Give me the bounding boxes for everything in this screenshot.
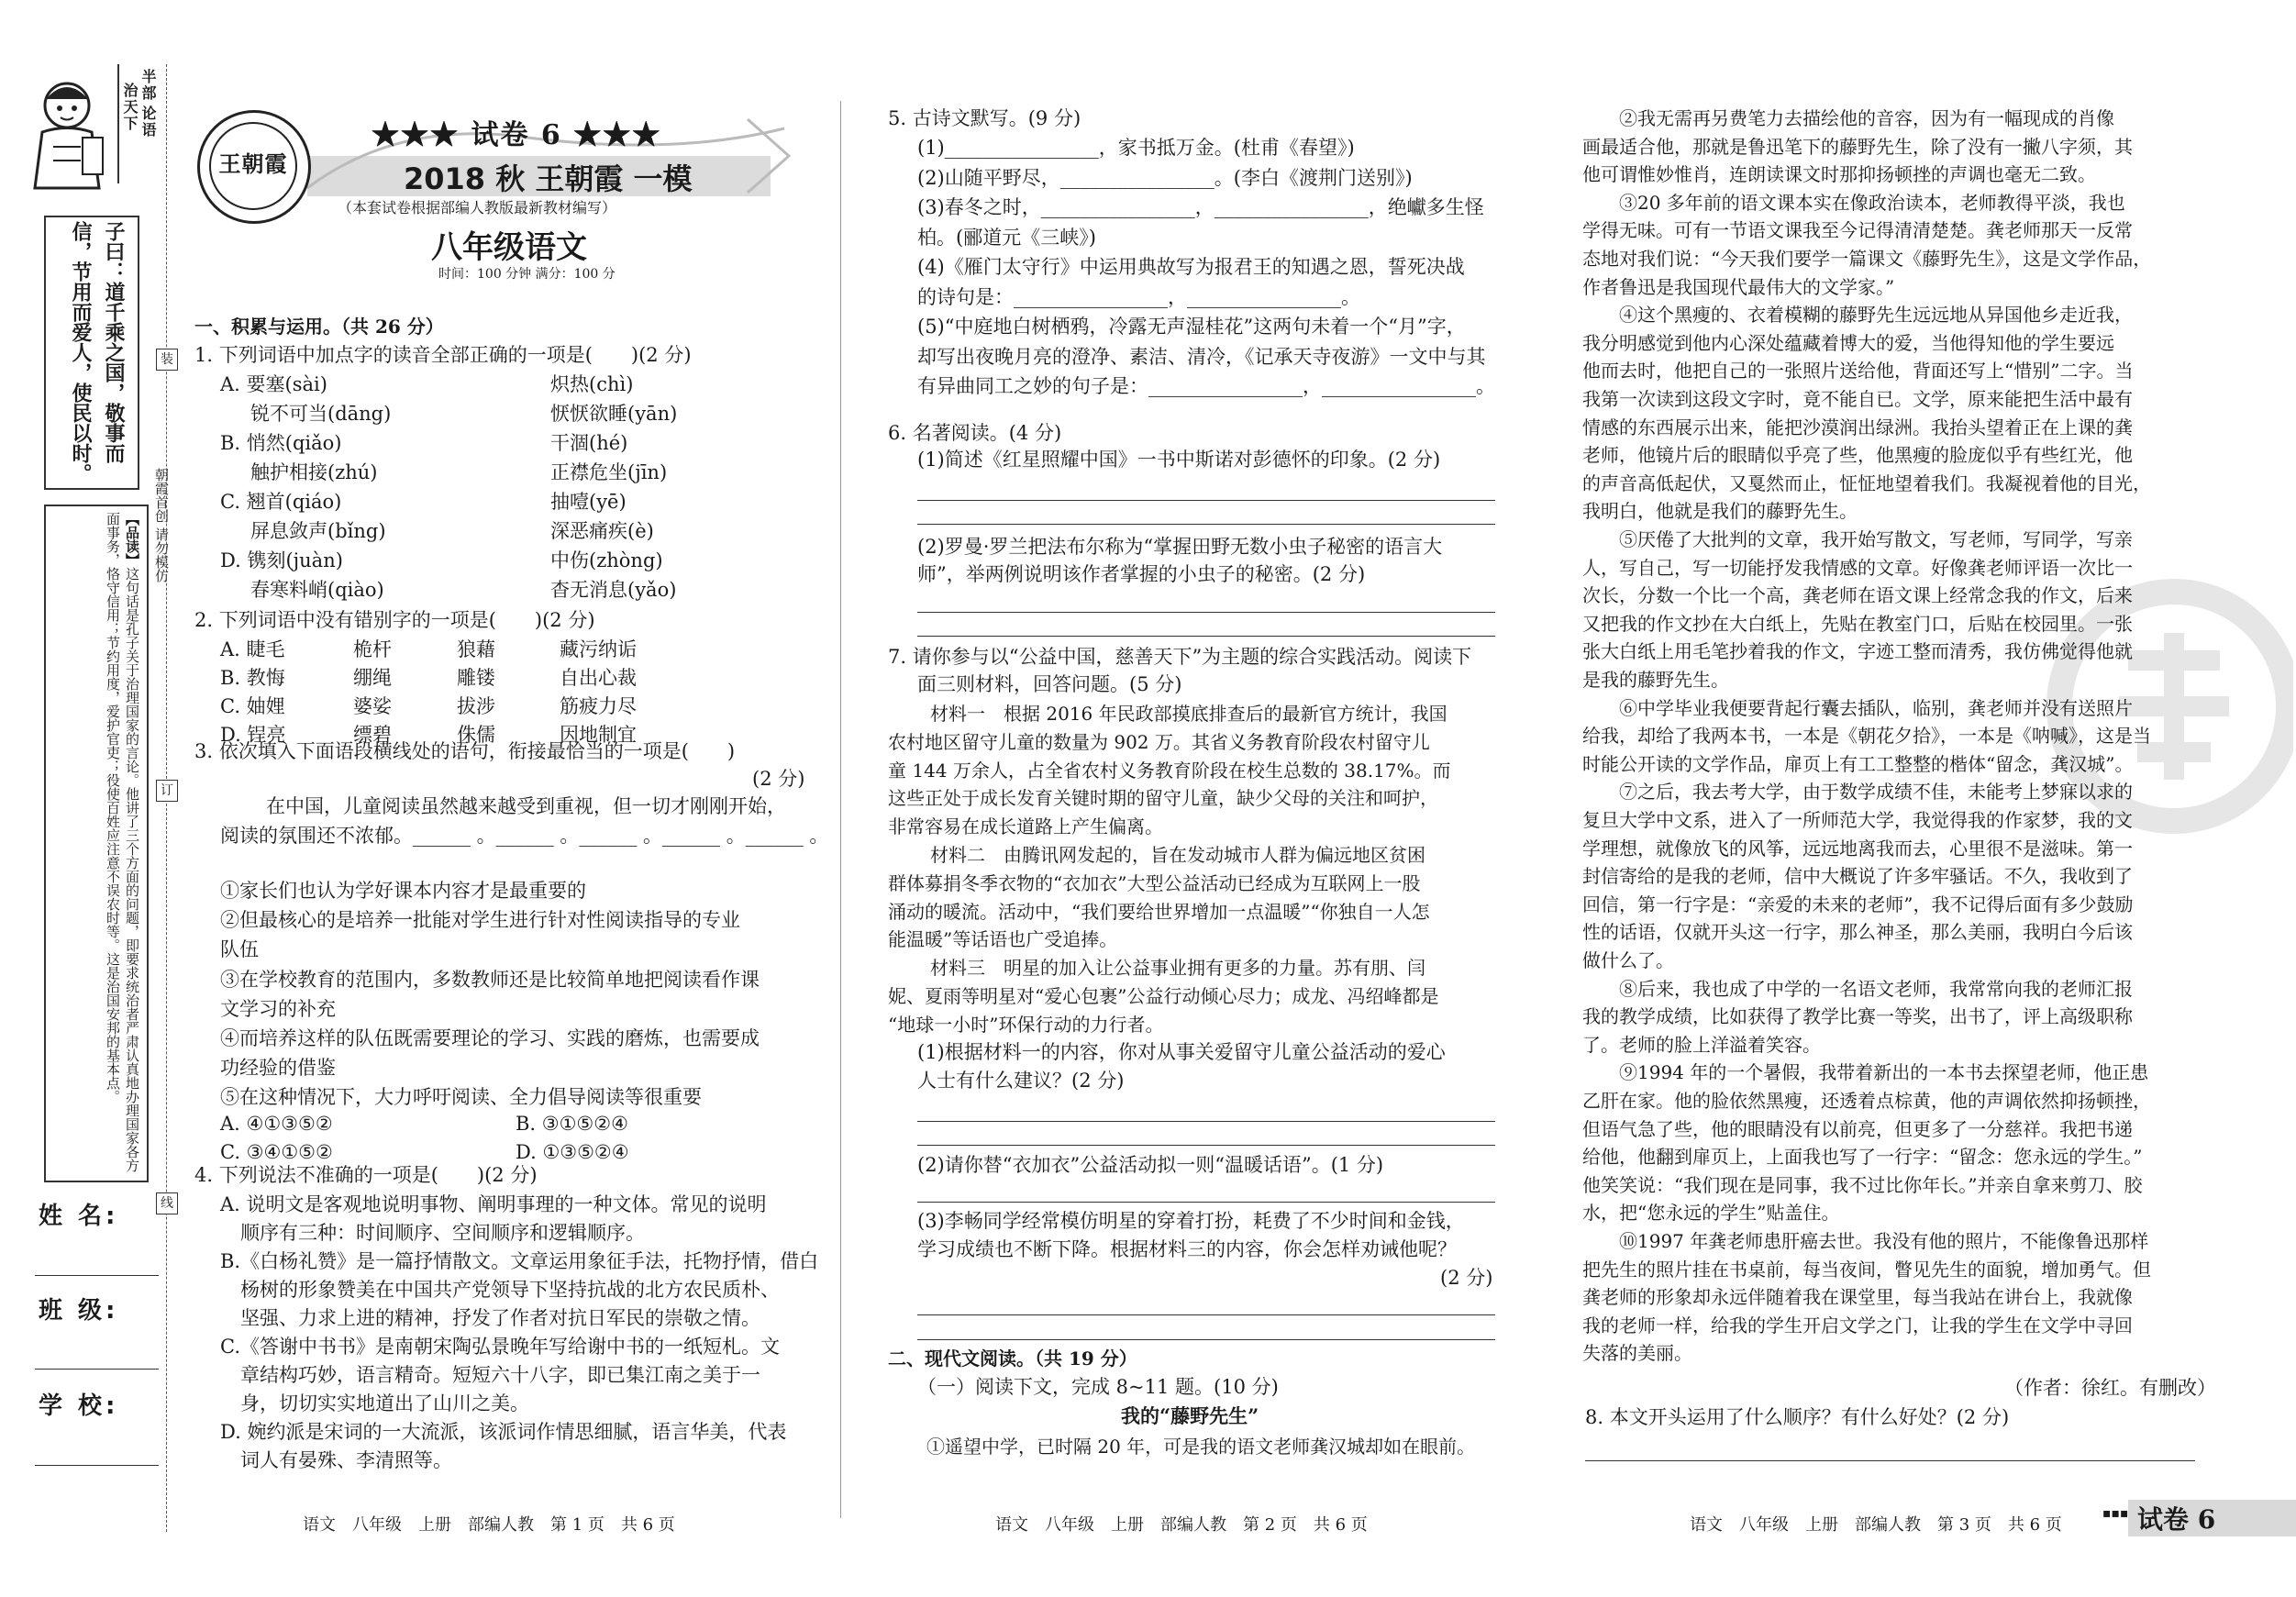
q6-part2: (2)罗曼·罗兰把法布尔称为“掌握田野无数小虫子秘密的语言大 [917,536,1443,558]
passage-line: 情感的东西展示出来，能把沙漠润出绿洲。我抬头望着正在上课的龚 [1582,416,2133,438]
class-field[interactable] [35,1369,159,1370]
q6-part2: 师”，举两例说明该作者掌握的小虫子的秘密。(2 分) [917,563,1366,585]
q1-option: 炽热(chì) [550,373,634,395]
q5-line: (1)________________，家书抵万金。(杜甫《春望》) [917,137,1355,159]
passage-line: 给我，却给了我两本书，一本是《朝花夕拾》，一本是《呐喊》，这是当 [1582,725,2151,748]
paper-tag: 试卷 6 [2137,1504,2216,1535]
q4-option: 坚强、力求上进的精神，抒发了作者对抗日军民的崇敬之情。 [240,1307,760,1329]
exam-title: 2018 秋 王朝霞 一模 [404,161,693,196]
school-field[interactable] [35,1465,159,1466]
quote-box [44,216,139,490]
question-score: (2 分) [1440,1267,1493,1289]
banner-word: 半部 [139,69,157,102]
q2-option: 因地制宜 [560,724,637,746]
passage-line: ⑤厌倦了大批判的文章，我开始写散文，写老师，写同学，写亲 [1619,528,2133,550]
material-line: 材料一 根据 2016 年民政部摸底排查后的最新官方统计，我国 [930,703,1447,725]
passage-line: ③20 多年前的语文课本实在像政治读本，老师教得平淡，我也 [1619,191,2125,214]
binding-seal: 线 [156,1192,178,1214]
q3-option: C. ③④①⑤② [220,1141,333,1163]
passage-line: 我分明感觉到他内心深处蕴藏着博大的爱，当他得知他的学生要远 [1582,331,2114,354]
answer-line[interactable] [917,1202,1495,1203]
q1-option: 抽噎(yē) [550,491,627,513]
grade-title: 八年级语文 [431,229,587,266]
answer-line[interactable] [917,612,1495,613]
material-line: 童 144 万余人，占全省农村义务教育阶段在校生总数的 38.17%。而 [888,759,1451,782]
margin-banner [26,64,163,202]
material-line: 材料二 由腾讯网发起的，旨在发动城市人群为偏远地区贫困 [930,844,1425,866]
question-stem: 1. 下列词语中加点字的读音全部正确的一项是( )(2 分) [194,344,692,366]
answer-line[interactable] [917,1339,1495,1340]
q5-line: (4)《雁门太守行》中运用典故写为报君王的知遇之恩，誓死决战 [917,256,1465,278]
q2-option: 绷绳 [353,667,392,689]
q1-option: A. 要塞(sài) [220,373,327,395]
q3-item: ②但最核心的是培养一批能对学生进行针对性阅读指导的专业 [220,909,740,932]
q1-option: 恹恹欲睡(yān) [550,403,678,425]
q1-option: 春寒料峭(qiào) [250,579,384,601]
passage-line: 次长，分数一个比一个高，龚老师在语文课上经常念我的作文，后来 [1582,584,2133,607]
q3-option: D. ①③⑤②④ [516,1141,629,1163]
q7-part3: (3)李畅同学经常模仿明星的穿着打扮，耗费了不少时间和金钱， [917,1210,1465,1232]
q5-line: 有异曲同工之妙的句子是：________________，________________。 [917,375,1495,397]
page-footer: 语文 八年级 上册 部编人教 第 3 页 共 6 页 [1690,1515,2062,1535]
q7-part2: (2)请你替“衣加衣”公益活动拟一则“温暖话语”。(1 分) [917,1154,1384,1176]
answer-line[interactable] [917,1145,1495,1146]
q4-option: C.《答谢中书书》是南朝宋陶弘景晚年写给谢中书的一纸短札。文 [220,1336,780,1358]
q3-item: ⑤在这种情况下，大力呼吁阅读、全力倡导阅读等很重要 [220,1086,702,1109]
q4-option: B.《白杨礼赞》是一篇抒情散文。文章运用象征手法，托物抒情，借白 [220,1250,819,1272]
time-score-line: 时间：100 分钟 满分：100 分 [438,267,616,282]
banner-word: 论语 [139,105,157,139]
passage-line: 复旦大学中文系，进入了一所师范大学，我觉得我的作家梦，我的文 [1582,809,2133,831]
q2-option: 缥碧 [353,724,392,746]
q5-line: 的诗句是：________________，________________。 [917,285,1360,308]
passage-line: 我的老师一样，给我的学生开启文学之门，让我的学生在文学中寻回 [1582,1314,2133,1336]
q5-line: 却写出夜晚月亮的澄净、素洁、清冷，《记承天寺夜游》一文中与其 [917,345,1486,368]
banner-word: 治天下 [121,83,139,132]
q2-option: 雕镂 [457,667,495,689]
passage-line: 把先生的照片挂在书桌前，每当夜间，瞥见先生的面貌，增加勇气。但 [1582,1258,2151,1281]
q2-option: 藏污纳诟 [560,638,637,660]
question-stem: 5. 古诗文默写。(9 分) [888,107,1081,129]
q4-option: 身，切切实实地道出了山川之美。 [240,1392,529,1414]
page-footer: 语文 八年级 上册 部编人教 第 1 页 共 6 页 [303,1515,675,1535]
exam-subtitle: （本套试卷根据部编人教版最新教材编写） [338,199,617,216]
question-stem: 7. 请你参与以“公益中国，慈善天下”为主题的综合实践活动。阅读下 [888,646,1472,668]
passage-line: 他笑笑说：“我们现在是同事，我不过比你年长。”并亲自拿来剪刀、胶 [1582,1173,2143,1196]
cartoon-figure-icon [26,73,113,197]
q2-option: 婆娑 [353,695,392,717]
q1-option: 锐不可当(dāng) [250,403,392,425]
passage-line: ⑩1997 年龚老师患肝癌去世。我没有他的照片，不能像鲁迅那样 [1619,1230,2149,1252]
section-heading: 二、现代文阅读。（共 19 分） [888,1347,1137,1370]
section-heading: 一、积累与运用。（共 26 分） [194,316,444,338]
logo-text: 王朝霞 [218,150,288,177]
binding-seal: 装 [156,349,178,371]
passage-line: 作者鲁迅是我国现代最伟大的文学家。” [1582,275,1895,298]
q2-option: 狼藉 [457,638,495,660]
passage-line: ⑦之后，我去考大学，由于数学成绩不佳，未能考上梦寐以求的 [1619,781,2133,804]
q3-item: 队伍 [220,938,259,961]
passage-line: 给他，他翻到扉页上，上面我也写了一行字：“留念：您永远的学生。” [1582,1146,2143,1169]
q3-option: B. ③①⑤②④ [516,1113,628,1135]
q2-option: 拔涉 [457,695,495,717]
question-score: (2 分) [752,768,805,790]
question-stem: 8. 本文开头运用了什么顺序？有什么好处？(2 分) [1585,1406,2010,1428]
passage-line: 学得无味。可有一节语文课我至今记得清清楚楚。龚老师那天一反常 [1582,219,2133,242]
q3-item: ④而培养这样的队伍既需要理论的学习、实践的磨炼，也需要成 [220,1027,760,1049]
passage-line: 了。老师的脸上洋溢着笑容。 [1582,1033,1821,1056]
passage-line: 回信，第一行字是：“亲爱的未来的老师”，我不记得后面有多少鼓励 [1582,893,2134,915]
q2-option: 侏儒 [457,724,495,746]
passage-line: 学理想，就像放飞的风筝，远远地离我而去，心里很不是滋味。第一 [1582,837,2133,859]
passage-line: ④这个黑瘦的、衣着模糊的藤野先生远远地从异国他乡走近我， [1619,304,2133,327]
q1-option: C. 翘首(qiáo) [220,491,342,513]
q5-line: (5)“中庭地白树栖鸦，冷露无声湿桂花”这两句未着一个“月”字， [917,316,1466,338]
passage-line: 封信寄给的是我的老师，信中大概说了许多牢骚话。不久，我收到了 [1582,865,2133,888]
q3-item: ①家长们也认为学好课本内容才是最重要的 [220,880,586,902]
material-line: 农村地区留守儿童的数量为 902 万。其省义务教育阶段农村留守儿 [888,730,1430,753]
passage-line: 又把我的作文抄在大白纸上，先贴在教室门口，后贴在校园里。一张 [1582,612,2133,635]
material-line: 群体募捐冬季衣物的“衣加衣”大型公益活动已经成为互联网上一股 [888,871,1421,894]
material-line: “地球一小时”环保行动的力行者。 [888,1013,1164,1036]
q4-option: 顺序有三种：时间顺序、空间顺序和逻辑顺序。 [240,1222,645,1244]
passage-line: ②我无需再另费笔力去描绘他的音容，因为有一幅现成的肖像 [1619,107,2114,129]
q1-option: 屏息敛声(bǐng) [250,520,386,542]
class-label: 班 级: [39,1297,119,1325]
q2-option: B. 教悔 [220,667,285,689]
q4-option: 词人有晏殊、李清照等。 [240,1449,452,1471]
reading-paragraph: ①遥望中学，已时隔 20 年，可是我的语文老师龚汉城却如在眼前。 [926,1436,1476,1458]
q5-line: (2)山随平野尽，________________。(李白《渡荆门送别》) [917,166,1413,189]
passage-line: 做什么了。 [1582,949,1674,971]
logo [197,110,311,224]
dots-icon: ▪▪▪ [2102,1506,2129,1521]
school-label: 学 校: [39,1392,119,1420]
passage-line: 他可谓惟妙惟肖，连朗读课文时那抑扬顿挫的声调也毫无二致。 [1582,163,2096,186]
side-label: 朝霞首创 请勿模仿 [153,468,170,582]
q2-option: 桅杆 [353,638,392,660]
q2-option: D. 锃亮 [220,724,286,746]
answer-line[interactable] [917,500,1495,501]
passage-line: 我明白，他就是我们的藤野先生。 [1582,500,1858,523]
question-stem: 4. 下列说法不准确的一项是( )(2 分) [194,1164,538,1186]
q2-option: 自出心裁 [560,667,637,689]
q4-option: A. 说明文是客观地说明事物、阐明事理的一种文体。常见的说明 [220,1193,767,1215]
q1-option: 干涸(hé) [550,432,628,454]
passage-line: 龚老师的形象却永远伴随着我在课堂里，每当我站在讲台上，我就像 [1582,1286,2133,1309]
passage-line: 态地对我们说：“今天我们要学一篇课文《藤野先生》，这是文学作品， [1582,248,2152,270]
q1-option: B. 悄然(qiǎo) [220,432,342,454]
q4-option: 章结构巧妙，语言精奇。短短六十八字，即已集江南之美于一 [240,1364,760,1386]
q6-part1: (1)简述《红星照耀中国》一书中斯诺对彭德怀的印象。(2 分) [917,449,1441,471]
page-footer: 语文 八年级 上册 部编人教 第 2 页 共 6 页 [995,1515,1368,1535]
answer-line[interactable] [1585,1460,2195,1461]
reading-title: 我的“藤野先生” [1121,1404,1259,1427]
author-note: （作者：徐红。有删改） [2004,1377,2216,1399]
material-line: 这些正处于成长发育关键时期的留守儿童，缺少父母的关注和呵护， [888,787,1438,810]
question-stem: 面三则材料，回答问题。(5 分) [917,673,1182,695]
name-field[interactable] [35,1275,159,1276]
q2-option: C. 妯娌 [220,695,285,717]
analects-quote: 子曰：道千乘之国，敬事而信，节用而爱人，使民以时。 [69,221,126,483]
q1-option: 触护相接(zhú) [250,461,378,483]
passage-line: 失落的美丽。 [1582,1342,1692,1365]
passage-line: 我第一次读到这段文字时，竟不能自已。文学，原来能把生活中最有 [1582,388,2133,410]
q1-option: 杳无消息(yǎo) [550,579,677,601]
q7-part3: 学习成绩也不断下降。根据材料三的内容，你会怎样劝诫他呢？ [917,1238,1457,1260]
q2-option: A. 睫毛 [220,638,285,660]
q5-line: 柏。(郦道元《三峡》) [917,226,1096,249]
q1-option: 正襟危坐(jīn) [550,461,668,483]
material-line: 涌动的暖流。活动中，“我们要给世界增加一点温暖”“你独自一人怎 [888,900,1430,923]
passage-line: ⑨1994 年的一个暑假，我带着新出的一本书去探望老师，他正患 [1619,1061,2149,1084]
question-stem: 3. 依次填入下面语段横线处的语句，衔接最恰当的一项是( ) [194,740,736,762]
passage-line: ⑥中学毕业我便要背起行囊去插队，临别，龚老师并没有送照片 [1619,696,2133,719]
passage-line: 老师，他镜片后的眼睛似乎亮了些，他黑瘦的脸庞似乎有些红光，他 [1582,444,2133,467]
passage-line: 时能公开读的文学作品，扉页上有工工整整的楷体“留念，龚汉城”。 [1582,752,2134,775]
reading-intro: （一）阅读下文，完成 8~11 题。(10 分) [917,1376,1279,1398]
material-line: 非常容易在成长道路上产生偏离。 [888,815,1163,838]
passage-line: ⑧后来，我也成了中学的一名语文老师，我常常向我的老师汇报 [1619,977,2133,1000]
comment-body: 这句话是孔子关于治理国家的言论。他讲了三个方面的问题，即要求统治者严肃认真地办理国家各方面事务，恪守信用；节约用度，爱护官吏；役使百姓应注意不误农时等。这是治国安邦的基本点。 [105,512,140,1172]
comment-text [103,512,141,1172]
material-line: 妮、夏雨等明星对“爱心包裹”公益行动倾心尽力；成龙、冯绍峰都是 [888,985,1439,1007]
q3-option: A. ④①③⑤② [220,1113,333,1135]
passage-line: 他而去时，他把自己的一张照片送给他，背面还写上“惜别”二字。当 [1582,360,2134,383]
paper-number: ★★★ 试卷 6 ★★★ [372,119,662,151]
q7-part1: (1)根据材料一的内容，你对从事关爱留守儿童公益活动的爱心 [917,1041,1446,1063]
passage-line: 水，把“您永远的学生”贴盖住。 [1582,1202,1840,1225]
passage-line: 人，写自己，写一切能抒发我情感的文章。好像龚老师评语一次比一 [1582,556,2133,579]
q3-item: 文学习的补充 [220,997,336,1020]
q4-option: D. 婉约派是宋词的一大流派，该派词作情思细腻，语言华美，代表 [220,1421,787,1443]
column-divider [840,101,841,1518]
q3-passage: 阅读的氛围还不浓郁。______ 。______ 。______ 。______ 。______ 。 [220,825,829,847]
material-line: 能温暖”等话语也广受追捧。 [888,928,1118,951]
question-stem: 6. 名著阅读。(4 分) [888,422,1062,444]
passage-line: 是我的藤野先生。 [1582,669,1729,691]
q5-line: (3)春冬之时，________________，________________，绝巘多生怪 [917,196,1484,218]
q1-option: D. 镌刻(juàn) [220,549,343,571]
answer-line[interactable] [917,636,1495,637]
q2-option: 筋疲力尽 [560,695,637,717]
passage-line: 的声音高低起伏，又戛然而止，怔怔地望着我们。我凝视着他的目光， [1582,471,2151,494]
q7-part1: 人士有什么建议？(2 分) [917,1070,1125,1092]
answer-line[interactable] [917,524,1495,525]
q3-item: 功经验的借鉴 [220,1057,336,1080]
q4-option: 杨树的形象赞美在中国共产党领导下坚持抗战的北方农民质朴、 [240,1279,780,1301]
name-label: 姓 名: [39,1203,119,1230]
passage-line: 乙肝在家。他的脸依然黑瘦，还透着点棕黄，他的声调依然抑扬顿挫， [1582,1090,2151,1112]
q1-option: 中伤(zhòng) [550,549,663,571]
passage-line: 画最适合他，那就是鲁迅笔下的藤野先生，除了没有一撇八字须，其 [1582,135,2133,158]
question-stem: 2. 下列词语中没有错别字的一项是( )(2 分) [194,609,595,631]
passage-line: 但语气急了些，他的眼睛没有以前亮，但更多了一分慈祥。我把书递 [1582,1117,2133,1140]
comment-label: 【品读】 [124,512,140,567]
q1-option: 深恶痛疾(è) [550,520,654,542]
passage-line: 性的话语，仅就开头这一行字，那么神圣，那么美丽，我明白今后该 [1582,921,2133,944]
answer-line[interactable] [917,1314,1495,1315]
binding-seal: 订 [156,780,178,802]
comment-box [44,505,149,1182]
material-line: 材料三 明星的加入让公益事业拥有更多的力量。苏有朋、闫 [930,957,1425,980]
passage-line: 我的教学成绩，比如获得了教学比赛一等奖，出书了，评上高级职称 [1582,1005,2133,1028]
q3-item: ③在学校教育的范围内，多数教师还是比较简单地把阅读看作课 [220,968,760,991]
q3-passage: 在中国，儿童阅读虽然越来越受到重视，但一切才刚刚开始， [266,795,786,817]
passage-line: 张大白纸上用毛笔抄着我的作文，字迹工整而清秀，我仿佛觉得他就 [1582,640,2133,663]
answer-line[interactable] [917,1121,1495,1122]
